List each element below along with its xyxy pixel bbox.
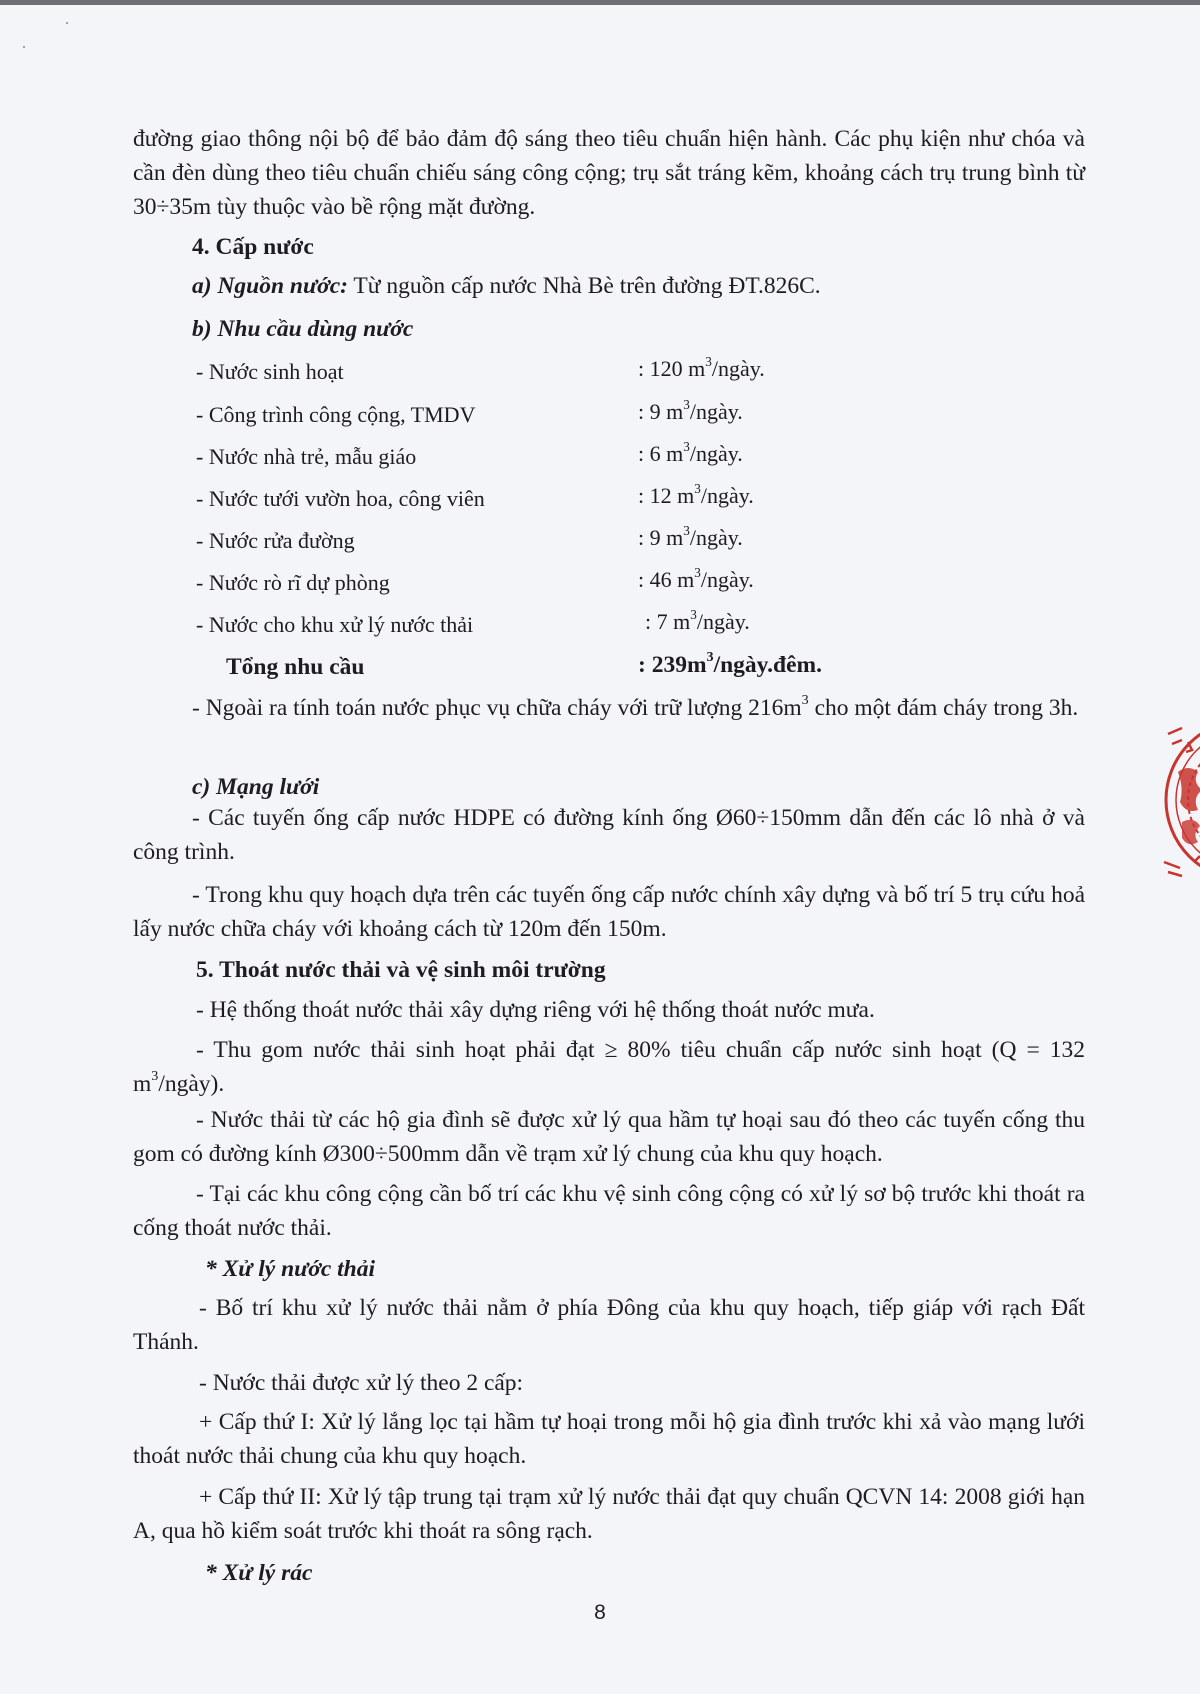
water-source-label: a) Nguồn nước: — [192, 273, 348, 299]
water-source-text: Từ nguồn cấp nước Nhà Bè trên đường ĐT.826C. — [347, 273, 821, 299]
water-source-line — [192, 269, 821, 303]
demand-value: : 9 $m^3$/ngày. — [638, 522, 743, 550]
page-number: 8 — [594, 1601, 606, 1624]
demand-label: - Nước rửa đường — [196, 528, 355, 553]
red-seal-stamp — [1158, 712, 1200, 892]
demand-value: : 7 $m^3$/ngày. — [645, 606, 750, 634]
fire-hydrant-paragraph: - Trong khu quy hoạch dựa trên các tuyến ống cấp nước chính xây dựng và bố trí 5 trụ cứu hoả lấy nước chữa cháy với khoảng cách từ 120m đến 150m. — [133, 882, 1085, 942]
intro-paragraph: đường giao thông nội bộ để bảo đảm độ sáng theo tiêu chuẩn hiện hành. Các phụ kiện như chóa và cần đèn dùng theo tiêu chuẩn chiếu sáng công cộng; trụ sắt tráng kẽm, khoảng cách trụ trung bình từ 30÷35m tùy thuộc vào bề rộng mặt đường. — [133, 126, 1085, 220]
demand-label: - Nước tưới vườn hoa, công viên — [196, 486, 485, 511]
demand-value: : 46 $m^3$/ngày. — [638, 564, 754, 592]
section-4-heading: 4. Cấp nước — [192, 234, 314, 260]
network-pipes-paragraph: - Các tuyến ống cấp nước HDPE có đường kính ống Ø60÷150mm dẫn đến các lô nhà ở và công trình. — [133, 805, 1085, 865]
wastewater-collection-paragraph: - Thu gom nước thải sinh hoạt phải đạt ≥ 80% tiêu chuẩn cấp nước sinh hoạt (Q = 132 $m^3/ngày$). — [133, 1037, 1085, 1097]
demand-label: - Nước rò rĩ dự phòng — [196, 570, 390, 595]
demand-value: : 6 $m^3$/ngày. — [638, 438, 743, 466]
garbage-treatment-heading: * Xử lý rác — [205, 1560, 313, 1586]
section-5-heading: 5. Thoát nước thải và vệ sinh môi trường — [196, 957, 606, 983]
wastewater-system-line: - Hệ thống thoát nước thải xây dựng riêng với hệ thống thoát nước mưa. — [196, 997, 875, 1023]
treatment-level-1-paragraph: + Cấp thứ I: Xử lý lắng lọc tại hầm tự hoại trong mỗi hộ gia đình trước khi xả vào mạng lưới thoát nước thải chung của khu quy hoạch. — [133, 1409, 1085, 1469]
network-heading: c) Mạng lưới — [192, 774, 320, 800]
demand-value: : 12 $m^3$/ngày. — [638, 480, 754, 508]
demand-total-value: : $239m^3/ngày.đêm$. — [638, 649, 822, 678]
demand-label: - Nước sinh hoạt — [196, 359, 344, 384]
water-demand-heading: b) Nhu cầu dùng nước — [192, 316, 414, 342]
demand-total-label: Tổng nhu cầu — [226, 654, 365, 680]
treatment-levels-line: - Nước thải được xử lý theo 2 cấp: — [199, 1370, 524, 1396]
fire-water-paragraph: - Ngoài ra tính toán nước phục vụ chữa cháy với trữ lượng $216m^3$ cho một đám cháy trong 3h. — [192, 692, 1079, 721]
treatment-location-paragraph: - Bố trí khu xử lý nước thải nằm ở phía Đông của khu quy hoạch, tiếp giáp với rạch Đất Thánh. — [133, 1295, 1085, 1355]
demand-value: : 9 $m^3$/ngày. — [638, 396, 743, 424]
demand-label: - Nước nhà trẻ, mẫu giáo — [196, 444, 417, 469]
seal-graphic — [1158, 712, 1200, 892]
demand-label: - Công trình công cộng, TMDV — [196, 402, 476, 427]
household-wastewater-paragraph: - Nước thải từ các hộ gia đình sẽ được xử lý qua hầm tự hoại sau đó theo các tuyến cống thu gom có đường kính Ø300÷500mm dẫn về trạm xử lý chung của khu quy hoạch. — [133, 1107, 1085, 1167]
demand-label: - Nước cho khu xử lý nước thải — [196, 612, 474, 637]
demand-value: : 120 $m^3$/ngày. — [638, 353, 765, 381]
public-toilets-paragraph: - Tại các khu công cộng cần bố trí các khu vệ sinh công cộng có xử lý sơ bộ trước khi thoát ra cống thoát nước thải. — [133, 1181, 1085, 1241]
treatment-level-2-paragraph: + Cấp thứ II: Xử lý tập trung tại trạm xử lý nước thải đạt quy chuẩn QCVN 14: 2008 giới hạn A, qua hồ kiểm soát trước khi thoát ra sông rạch. — [133, 1484, 1085, 1544]
wastewater-treatment-heading: * Xử lý nước thải — [205, 1256, 376, 1282]
